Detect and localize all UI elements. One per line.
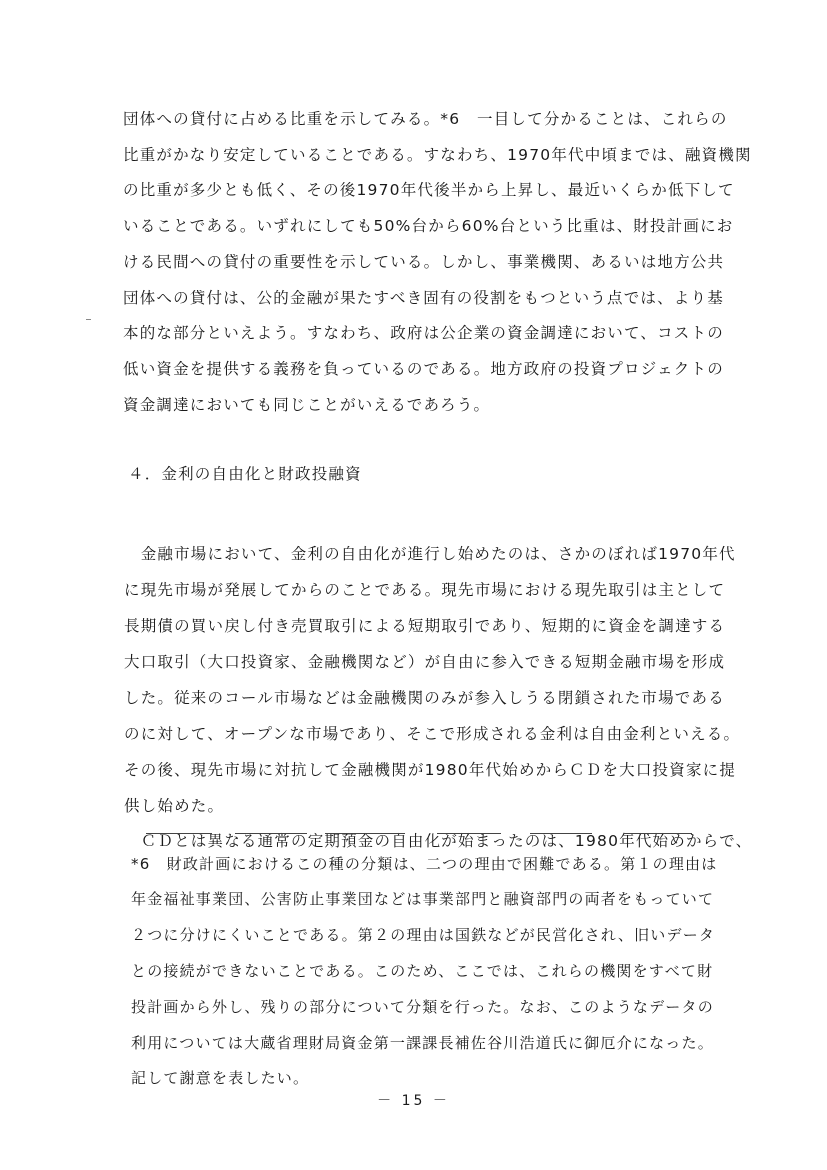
footnote-line: ２つに分けにくいことである。第２の理由は国鉄などが民営化され、旧いデータ <box>131 926 716 944</box>
body-line: 比重がかなり安定していることである。すなわち、1970年代中頃までは、融資機関 <box>123 146 752 164</box>
footnote-line: との接続ができないことである。このため、ここでは、これらの機関をすべて財 <box>131 962 714 980</box>
footnote-line: *6 財政計画におけるこの種の分類は、二つの理由で困難である。第１の理由は <box>131 855 718 873</box>
body-line: 団体への貸付は、公的金融が果たすべき固有の役割をもつという点では、より基 <box>123 289 724 307</box>
body-line: に現先市場が発展してからのことである。現先市場における現先取引は主として <box>124 581 726 599</box>
body-line: ける民間への貸付の重要性を示している。しかし、事業機関、あるいは地方公共 <box>123 253 725 271</box>
body-line: いることである。いずれにしても50%台から60%台という比重は、財投計画にお <box>123 217 734 235</box>
body-line: 供し始めた。 <box>124 797 225 815</box>
body-line: 団体への貸付に占める比重を示してみる。*6 一目して分かることは、これらの <box>123 110 728 128</box>
body-line: 長期債の買い戻し付き売買取引による短期取引であり、短期的に資金を調達する <box>124 617 726 635</box>
body-line: ＣＤとは異なる通常の定期預金の自由化が始まったのは、1980年代始めからで、 <box>124 832 753 850</box>
body-line: の比重が多少とも低く、その後1970年代後半から上昇し、最近いくらか低下して <box>123 181 735 199</box>
body-line: した。従来のコール市場などは金融機関のみが参入しうる閉鎖された市場である <box>124 689 725 707</box>
body-line: その後、現先市場に対抗して金融機関が1980年代始めからＣＤを大口投資家に提 <box>124 761 737 779</box>
body-line: 低い資金を提供する義務を負っているのである。地方政府の投資プロジェクトの <box>123 360 724 378</box>
footnote-line: 利用については大蔵省理財局資金第一課課長補佐谷川浩道氏に御厄介になった。 <box>131 1034 714 1052</box>
footnote-line: 投計画から外し、残りの部分について分類を行った。なお、このようなデータの <box>131 998 714 1016</box>
body-line: 大口取引（大口投資家、金融機関など）が自由に参入できる短期金融市場を形成 <box>124 653 726 671</box>
body-line: 資金調達においても同じことがいえるであろう。 <box>123 396 491 414</box>
footnote-line: 年金福祉事業団、公害防止事業団などは事業部門と融資部門の両者をもっていて <box>131 890 715 908</box>
page-number: － 15 － <box>377 1093 450 1109</box>
body-line: のに対して、オープンな市場であり、そこで形成される金利は自由金利といえる。 <box>124 725 741 743</box>
section-heading: ４．金利の自由化と財政投融資 <box>128 465 362 483</box>
body-line: 金融市場において、金利の自由化が進行し始めたのは、さかのぼれば1970年代 <box>124 545 736 563</box>
footnote-line: 記して謝意を表したい。 <box>131 1069 310 1087</box>
body-line: 本的な部分といえよう。すなわち、政府は公企業の資金調達において、コストの <box>123 324 724 342</box>
margin-mark <box>86 319 91 320</box>
